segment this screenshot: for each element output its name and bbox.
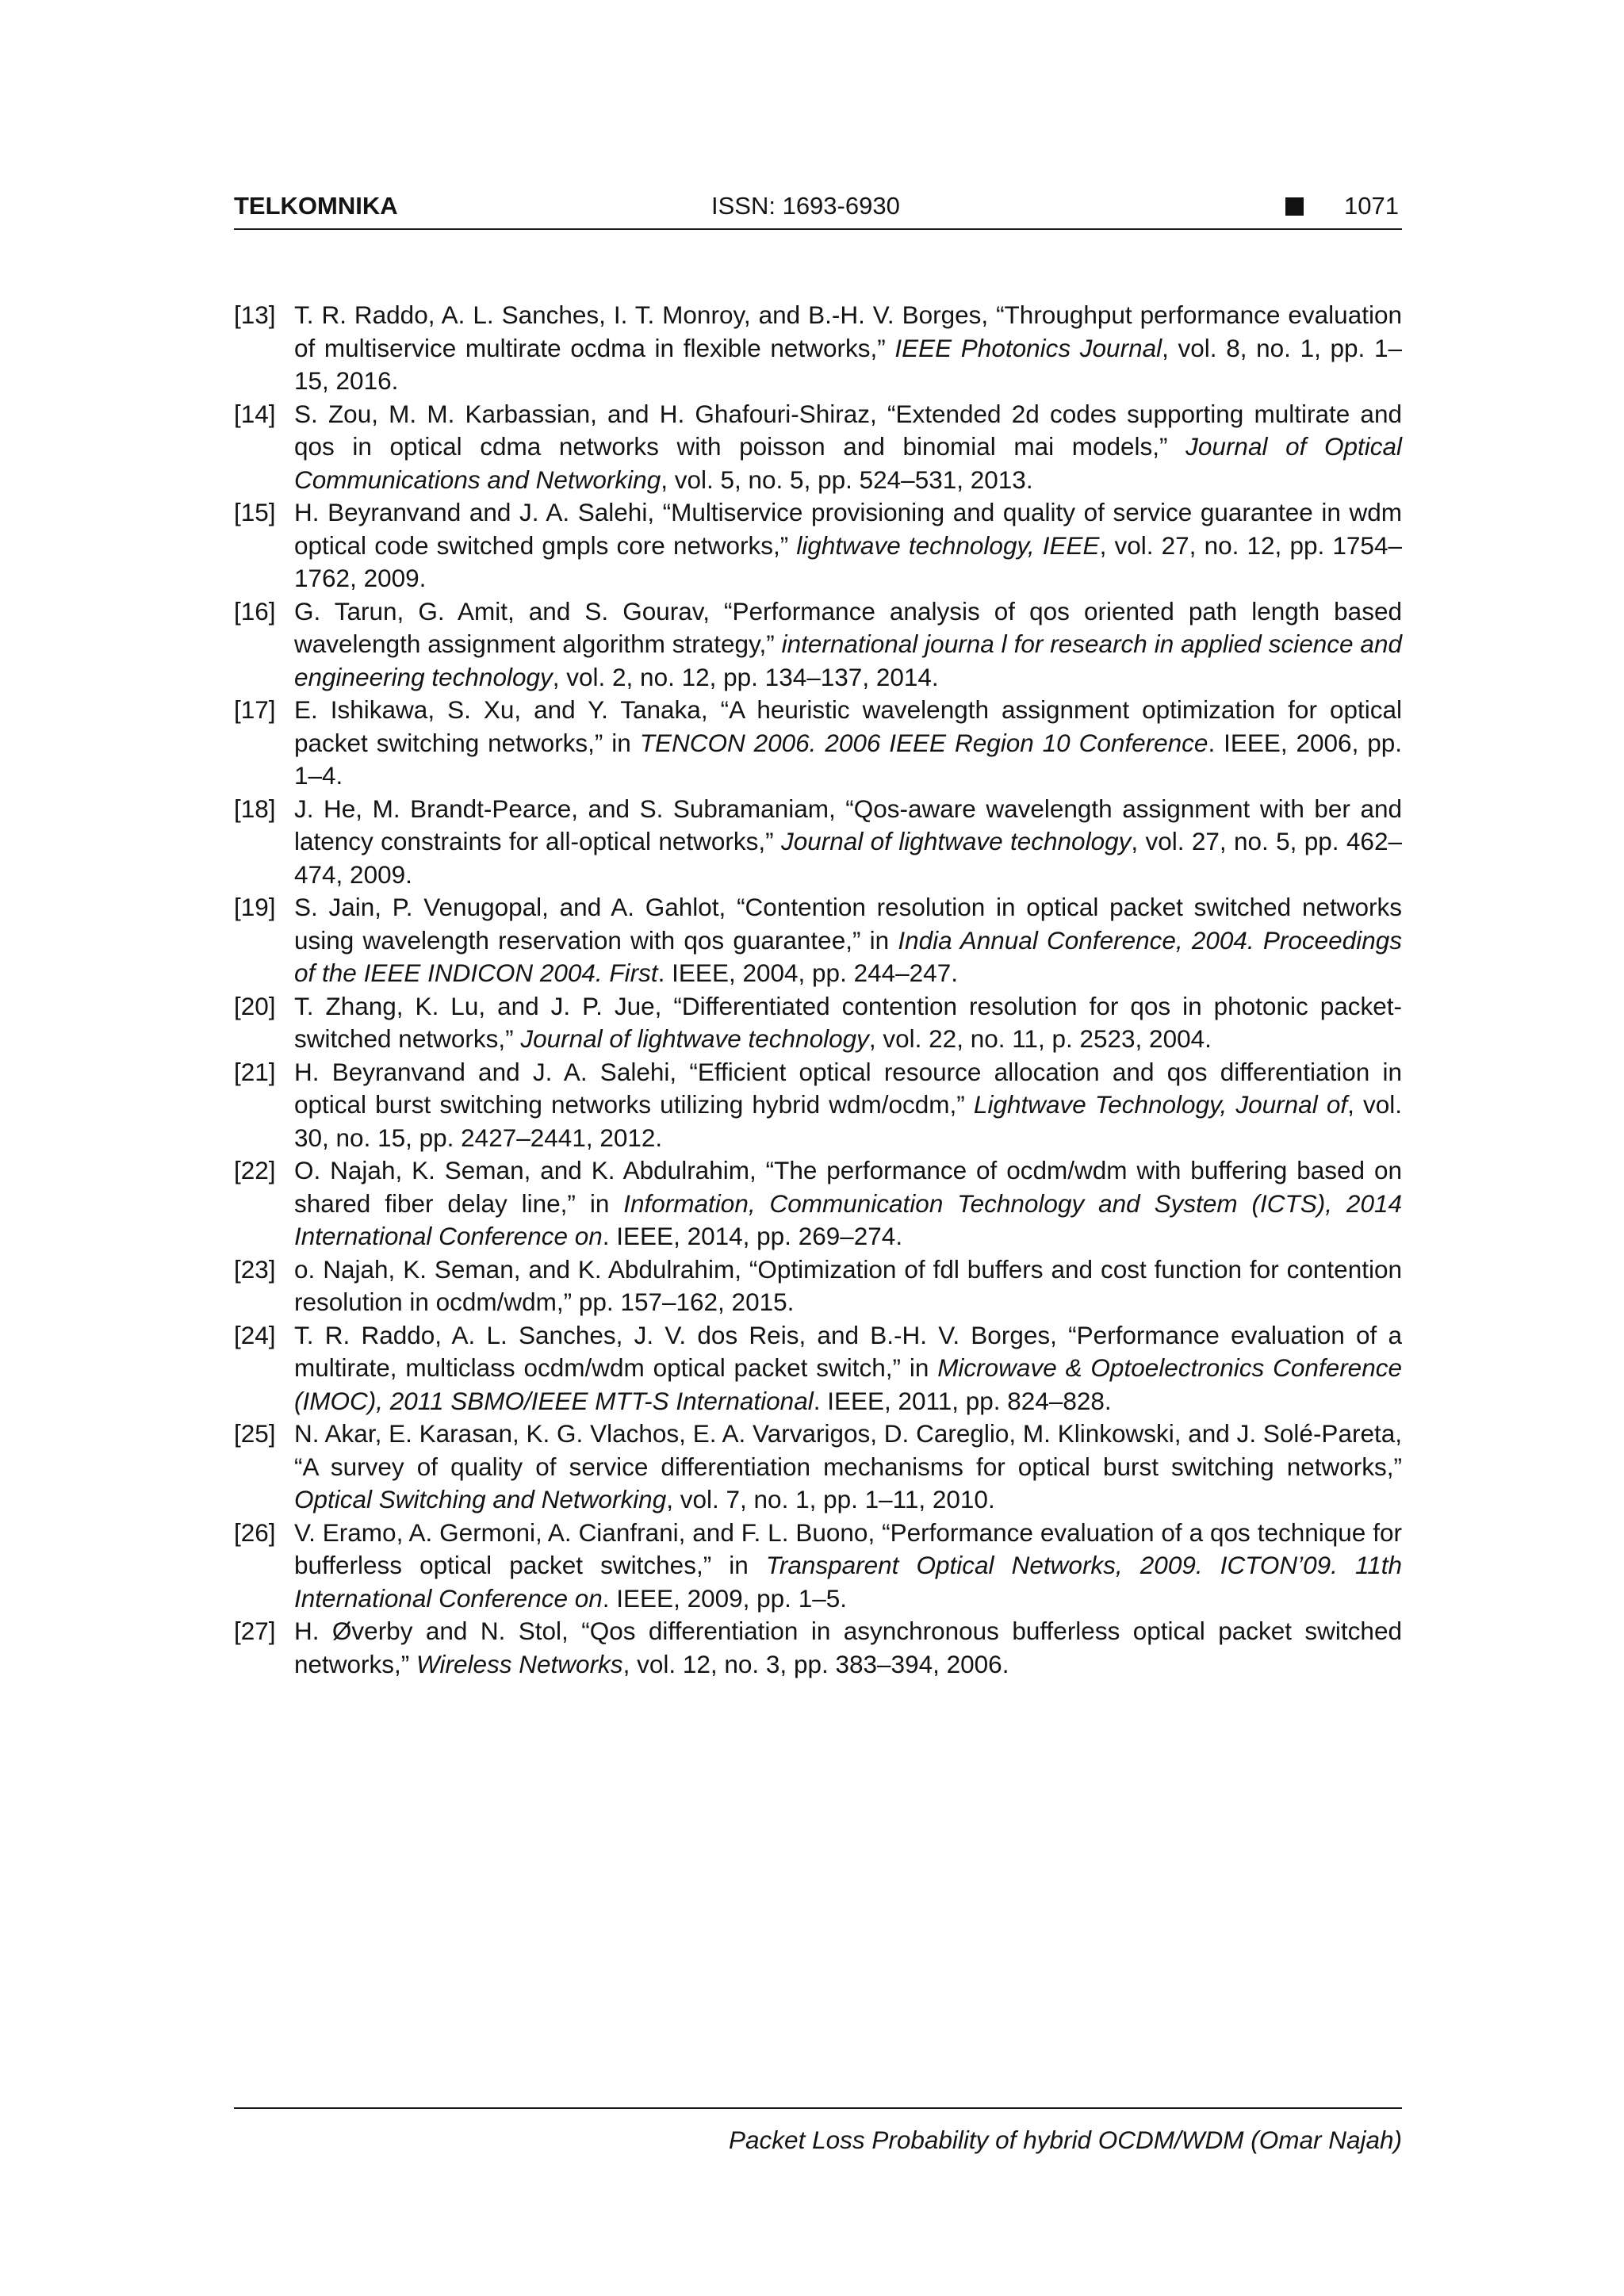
reference-label: [15] [234,498,276,526]
reference-venue: Information, Communication Technology and System (ICTS), 2014 International Conference on [294,1188,1403,1250]
reference-label: [14] [234,399,276,428]
reference-label: [21] [234,1057,276,1086]
reference-item [234,398,1402,497]
reference-label: [24] [234,1320,276,1349]
reference-label: [19] [234,893,276,921]
reference-item [234,1319,1402,1418]
reference-details: . IEEE, 2009, pp. 1–5. [602,1583,847,1613]
reference-details: . IEEE, 2011, pp. 824–828. [813,1386,1112,1415]
reference-details: , vol. 5, no. 5, pp. 524–531, 2013. [661,465,1033,494]
reference-label: [25] [234,1419,276,1448]
reference-label: [22] [234,1156,276,1184]
reference-venue: international journa l for research in applied science and engineering technology [294,629,1402,691]
reference-label: [26] [234,1517,276,1547]
reference-details: . IEEE, 2014, pp. 269–274. [602,1222,903,1250]
reference-details: , vol. 30, no. 15, pp. 2427–2441, 2012. [294,1090,1402,1152]
reference-details: , vol. 8, no. 1, pp. 1–15, 2016. [294,333,1402,395]
reference-details: . IEEE, 2004, pp. 244–247. [657,959,958,987]
reference-text: V. Eramo, A. Germoni, A. Cianfrani, and F. L. Buono, “Performance evaluation of a qos technique for bufferless optical packet switches,” in [294,1517,1402,1579]
reference-venue: Journal of lightwave technology [520,1024,869,1053]
reference-item [234,1253,1402,1319]
reference-venue: Transparent Optical Networks, 2009. ICTON’09. 11th International Conference on [294,1551,1403,1613]
reference-item [234,496,1402,595]
reference-text: H. Beyranvand and J. A. Salehi, “Multiservice provisioning and quality of service guarantee in wdm optical code switched gmpls core networks,” [294,498,1402,560]
page-number: 1071 [1344,192,1399,220]
reference-text: T. R. Raddo, A. L. Sanches, J. V. dos Reis, and B.-H. V. Borges, “Performance evaluation of a multirate, multiclass ocdm/wdm optical packet switch,” in [294,1320,1402,1382]
reference-details: , vol. 7, no. 1, pp. 1–11, 2010. [666,1485,995,1513]
reference-details: . IEEE, 2006, pp. 1–4. [294,728,1402,790]
reference-details: , vol. 2, no. 12, pp. 134–137, 2014. [552,662,939,691]
reference-venue: Journal of Optical Communications and Networking [294,432,1402,494]
reference-item [234,1154,1402,1253]
reference-item [234,1517,1402,1616]
reference-item [234,595,1402,695]
reference-item [234,694,1402,793]
reference-venue: TENCON 2006. 2006 IEEE Region 10 Conference [639,728,1208,757]
reference-label: [18] [234,794,276,823]
journal-name: TELKOMNIKA [234,192,398,220]
reference-text: G. Tarun, G. Amit, and S. Gourav, “Performance analysis of qos oriented path length based wavelength assignment algorithm strategy,” [294,596,1402,658]
reference-text: S. Jain, P. Venugopal, and A. Gahlot, “Contention resolution in optical packet switched networks using wavelength reservation with qos guarantee,” in [294,893,1402,955]
reference-text: E. Ishikawa, S. Xu, and Y. Tanaka, “A heuristic wavelength assignment optimization for optical packet switching networks,” in [294,695,1402,757]
reference-text: S. Zou, M. M. Karbassian, and H. Ghafouri-Shiraz, “Extended 2d codes supporting multirate and qos in optical cdma networks with poisson and binomial mai models,” [294,399,1402,461]
reference-venue: Journal of lightwave technology [781,827,1132,855]
reference-label: [23] [234,1254,276,1284]
reference-item [234,1615,1402,1681]
reference-text: T. Zhang, K. Lu, and J. P. Jue, “Differentiated contention resolution for qos in photonic packet-switched networks,” [294,991,1402,1053]
reference-text: H. Øverby and N. Stol, “Qos differentiation in asynchronous bufferless optical packet switched networks,” [294,1617,1402,1678]
reference-venue: Microwave & Optoelectronics Conference (IMOC), 2011 SBMO/IEEE MTT-S International [294,1353,1402,1415]
reference-details: , vol. 27, no. 5, pp. 462–474, 2009. [294,827,1402,889]
running-footer [234,2107,1402,2154]
reference-details: , vol. 12, no. 3, pp. 383–394, 2006. [622,1649,1009,1678]
reference-text: H. Beyranvand and J. A. Salehi, “Efficient optical resource allocation and qos differentiation in optical burst switching networks utilizing hybrid wdm/ocdm,” [294,1057,1402,1119]
reference-label: [16] [234,596,276,626]
reference-item [234,1056,1402,1155]
reference-text: O. Najah, K. Seman, and K. Abdulrahim, “The performance of ocdm/wdm with buffering based on shared fiber delay line,” in [294,1156,1402,1218]
issn: ISSN: 1693-6930 [711,192,900,220]
reference-item [234,990,1402,1056]
reference-item [234,1418,1402,1517]
reference-text: T. R. Raddo, A. L. Sanches, I. T. Monroy, and B.-H. V. Borges, “Throughput performance evaluation of multiservice multirate ocdma in flexible networks,” [294,300,1402,362]
reference-label: [13] [234,300,276,329]
reference-text: N. Akar, E. Karasan, K. G. Vlachos, E. A. Varvarigos, D. Careglio, M. Klinkowski, and J. Solé-Pareta, “A survey of quality of service differentiation mechanisms for optical burst switching networks,” [294,1419,1402,1481]
reference-item [234,299,1402,398]
reference-item [234,793,1402,892]
reference-venue: India Annual Conference, 2004. Proceedings of the IEEE INDICON 2004. First [294,925,1402,987]
reference-label: [17] [234,695,276,724]
reference-label: [27] [234,1617,276,1645]
square-marker-icon [1285,197,1304,216]
reference-venue: IEEE Photonics Journal [894,333,1162,362]
reference-venue: Optical Switching and Networking [294,1485,667,1513]
reference-venue: Lightwave Technology, Journal of [973,1090,1348,1119]
reference-list [234,299,1402,1681]
reference-venue: Wireless Networks [416,1649,623,1678]
reference-details: , vol. 27, no. 12, pp. 1754–1762, 2009. [294,530,1402,592]
reference-venue: lightwave technology, IEEE [796,530,1100,560]
footer-title: Packet Loss Probability of hybrid OCDM/WDM (Omar Najah) [729,2126,1402,2154]
reference-text: o. Najah, K. Seman, and K. Abdulrahim, “Optimization of fdl buffers and cost function for contention resolution in ocdm/wdm,” pp. 157–162, 2015. [294,1254,1402,1316]
running-header [234,190,1402,230]
reference-item [234,891,1402,990]
reference-label: [20] [234,991,276,1020]
reference-details: , vol. 22, no. 11, p. 2523, 2004. [868,1024,1212,1053]
reference-text: J. He, M. Brandt-Pearce, and S. Subramaniam, “Qos-aware wavelength assignment with ber and latency constraints for all-optical networks,” [294,794,1402,855]
